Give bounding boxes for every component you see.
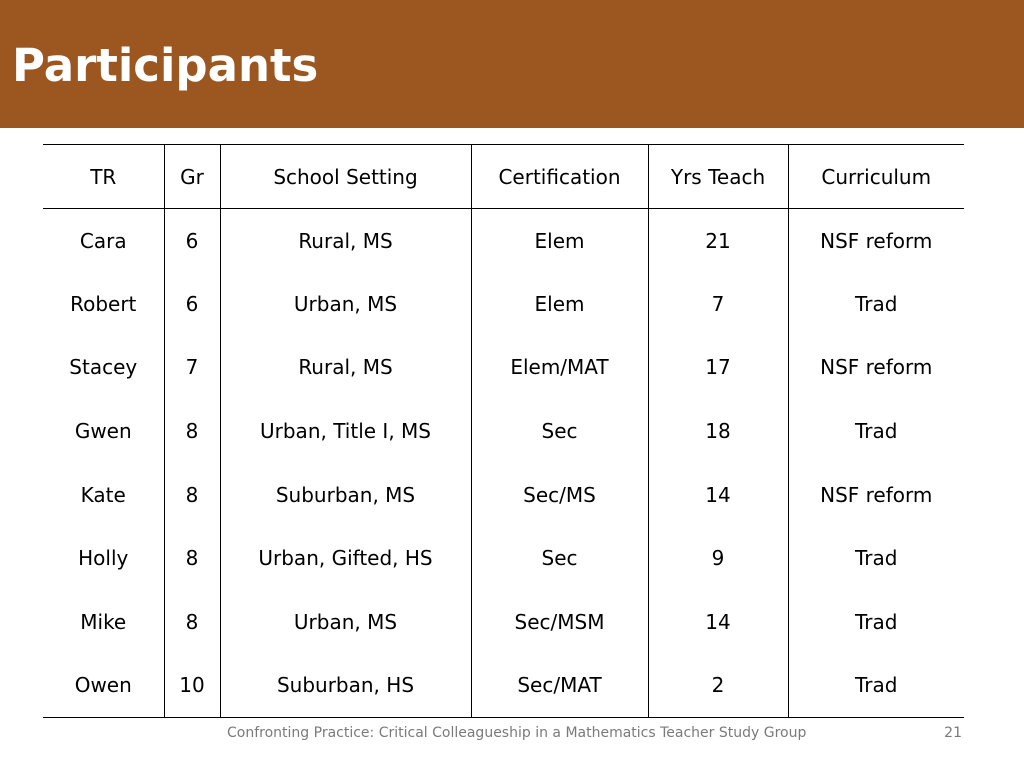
cell-school-setting: Rural, MS — [220, 209, 471, 273]
cell-tr: Gwen — [43, 399, 164, 463]
cell-tr: Kate — [43, 463, 164, 527]
title-bar — [0, 0, 1024, 128]
cell-gr: 7 — [164, 336, 220, 400]
header-gr: Gr — [164, 145, 220, 209]
table-row — [43, 590, 964, 654]
header-school-setting: School Setting — [220, 145, 471, 209]
cell-school-setting: Suburban, MS — [220, 463, 471, 527]
cell-tr: Holly — [43, 526, 164, 590]
cell-yrs-teach: 9 — [648, 526, 788, 590]
participants-table — [43, 144, 964, 718]
cell-curriculum: Trad — [855, 419, 898, 444]
table-row — [43, 272, 964, 336]
cell-curriculum: Trad — [788, 654, 964, 718]
cell-school-setting: Urban, MS — [220, 272, 471, 336]
cell-certification: Elem — [471, 272, 648, 336]
cell-certification: Sec — [471, 526, 648, 590]
table-row — [43, 336, 964, 400]
header-tr: TR — [43, 145, 164, 209]
cell-yrs-teach: 14 — [648, 463, 788, 527]
header-certification: Certification — [471, 145, 648, 209]
table-row — [43, 654, 964, 718]
cell-curriculum: NSF reform — [820, 482, 933, 507]
cell-school-setting: Rural, MS — [220, 336, 471, 400]
cell-certification: Sec/MAT — [471, 654, 648, 718]
cell-certification: Sec — [471, 399, 648, 463]
cell-school-setting: Suburban, HS — [220, 654, 471, 718]
cell-yrs-teach: 21 — [648, 209, 788, 273]
cell-gr: 8 — [164, 463, 220, 527]
cell-tr: Mike — [43, 590, 164, 654]
header-curriculum: Curriculum — [788, 145, 964, 209]
cell-curriculum: Trad — [855, 546, 898, 571]
header-yrs-teach: Yrs Teach — [648, 145, 788, 209]
table-row — [43, 399, 964, 463]
cell-gr: 8 — [164, 399, 220, 463]
table-body — [43, 209, 964, 718]
cell-yrs-teach: 17 — [648, 336, 788, 400]
cell-tr: Stacey — [43, 336, 164, 400]
table-header — [43, 145, 964, 209]
cell-certification: Sec/MSM — [471, 590, 648, 654]
cell-certification: Sec/MS — [471, 463, 648, 527]
cell-gr: 8 — [164, 590, 220, 654]
cell-school-setting: Urban, Gifted, HS — [220, 526, 471, 590]
cell-certification: Elem/MAT — [471, 336, 648, 400]
page-number: 21 — [944, 725, 962, 741]
header-row — [43, 145, 964, 209]
slide-title: Participants — [12, 39, 319, 92]
cell-gr: 10 — [164, 654, 220, 718]
cell-curriculum: Trad — [855, 291, 898, 316]
cell-yrs-teach: 2 — [648, 654, 788, 718]
cell-tr: Owen — [43, 654, 164, 718]
table-row — [43, 209, 964, 273]
slide-footer: Confronting Practice: Critical Colleagueship in a Mathematics Teacher Study Group — [227, 725, 807, 741]
cell-gr: 6 — [164, 209, 220, 273]
cell-curriculum: NSF reform — [820, 228, 933, 253]
cell-yrs-teach: 18 — [648, 399, 788, 463]
cell-yrs-teach: 7 — [648, 272, 788, 336]
cell-curriculum: NSF reform — [820, 355, 933, 380]
table-row — [43, 463, 964, 527]
cell-gr: 6 — [164, 272, 220, 336]
cell-yrs-teach: 14 — [648, 590, 788, 654]
cell-school-setting: Urban, MS — [220, 590, 471, 654]
cell-certification: Elem — [471, 209, 648, 273]
cell-school-setting: Urban, Title I, MS — [220, 399, 471, 463]
cell-tr: Robert — [43, 272, 164, 336]
table-row — [43, 526, 964, 590]
cell-tr: Cara — [43, 209, 164, 273]
cell-curriculum: Trad — [855, 609, 898, 634]
cell-gr: 8 — [164, 526, 220, 590]
